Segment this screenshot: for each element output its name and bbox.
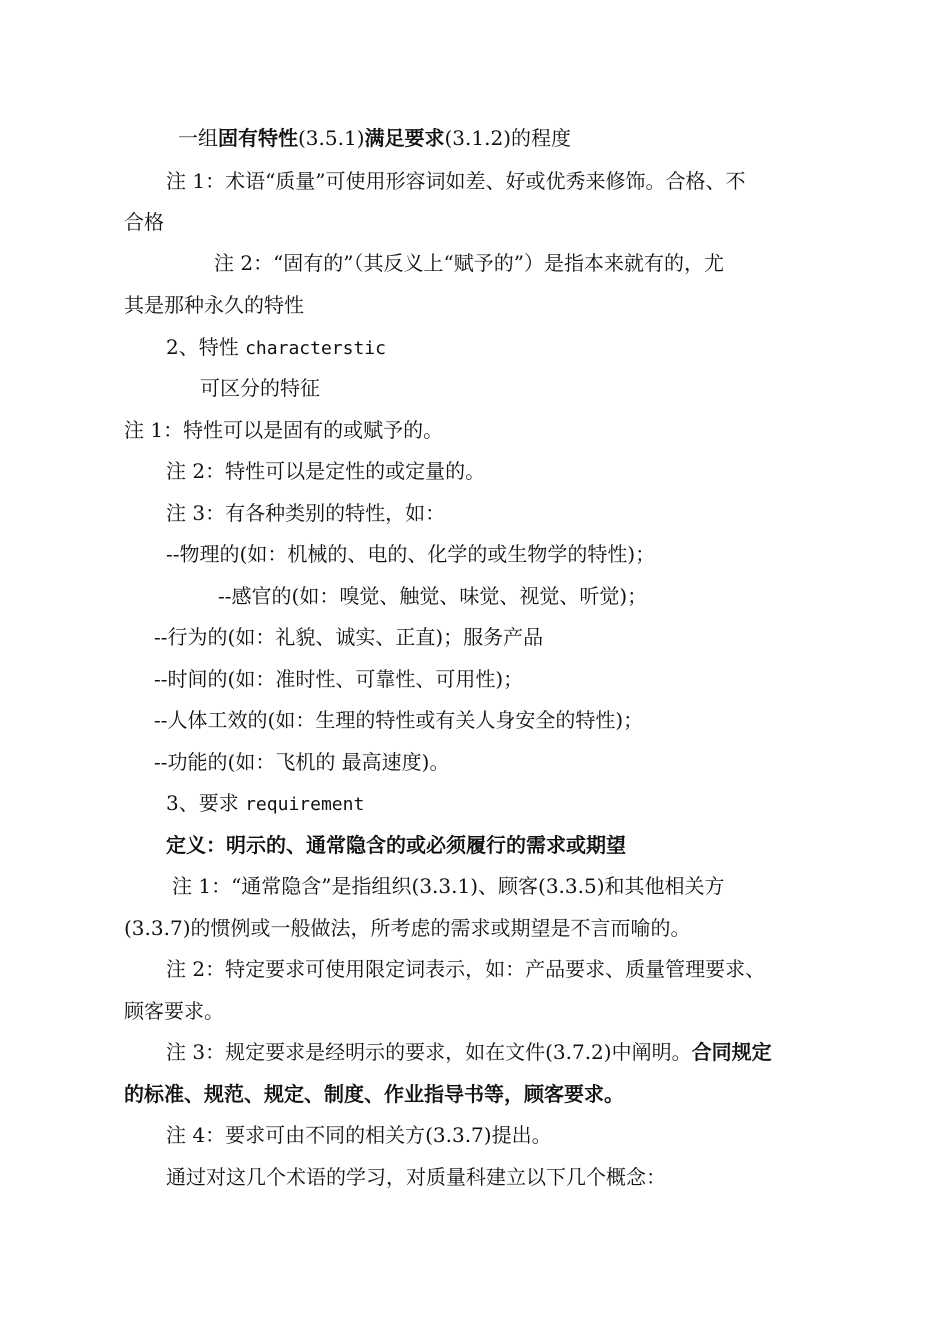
note-2-inherent: 注 2：“固有的”（其反义上“赋予的”）是指本来就有的，尤 [214, 251, 724, 275]
note-2-requirement-cont: 顾客要求。 [124, 999, 224, 1023]
clause-reference: (3.5.1) [298, 126, 365, 150]
definition-characteristic: 可区分的特征 [200, 376, 320, 400]
closing-sentence: 通过对这几个术语的学习，对质量科建立以下几个概念： [166, 1165, 666, 1189]
heading-requirement [166, 790, 364, 818]
note-3-characteristic: 注 3：有各种类别的特性，如： [166, 501, 446, 525]
bold-term-fulfil-requirements: 满足要求 [364, 126, 445, 150]
list-item-ergonomic: --人体工效的(如：生理的特性或有关人身安全的特性)； [154, 708, 644, 732]
clause-reference: (3.1.2) [444, 126, 511, 150]
list-item-temporal: --时间的(如：准时性、可靠性、可用性)； [154, 667, 524, 691]
list-item-sensory: --感官的(如：嗅觉、触觉、味觉、视觉、听觉)； [218, 584, 648, 608]
text-run: 一组 [178, 126, 218, 150]
bold-term-inherent-characteristics: 固有特性 [218, 126, 298, 150]
note-4-requirement: 注 4：要求可由不同的相关方(3.3.7)提出。 [166, 1123, 552, 1147]
note-3-requirement-cont: 的标准、规范、规定、制度、作业指导书等，顾客要求。 [124, 1082, 624, 1106]
bold-contract-text: 合同规定 [691, 1040, 772, 1064]
note-1-quality: 注 1：术语“质量”可使用形容词如差、好或优秀来修饰。合格、不 [166, 169, 746, 193]
definition-quality [178, 125, 571, 151]
note-3-requirement [166, 1039, 772, 1065]
note-1-requirement-cont: (3.3.7)的惯例或一般做法，所考虑的需求或期望是不言而喻的。 [124, 916, 691, 940]
note-2-requirement: 注 2：特定要求可使用限定词表示，如：产品要求、质量管理要求、 [166, 957, 766, 981]
heading-characteristic [166, 334, 386, 362]
text-run: 的程度 [511, 126, 571, 150]
note-1-requirement: 注 1：“通常隐含”是指组织(3.3.1)、顾客(3.3.5)和其他相关方 [172, 874, 725, 898]
text-run: 注 3：规定要求是经明示的要求，如在文件(3.7.2)中阐明。 [166, 1040, 692, 1064]
heading-label: 3、要求 [166, 791, 246, 815]
note-2-inherent-cont: 其是那种永久的特性 [124, 293, 304, 317]
note-2-characteristic: 注 2：特性可以是定性的或定量的。 [166, 459, 486, 483]
list-item-functional: --功能的(如：飞机的 最高速度)。 [154, 750, 450, 774]
list-item-behavioral: --行为的(如：礼貌、诚实、正直)；服务产品 [154, 625, 544, 649]
note-1-characteristic: 注 1：特性可以是固有的或赋予的。 [124, 418, 444, 442]
heading-label: 2、特性 [166, 335, 246, 359]
definition-requirement: 定义：明示的、通常隐含的或必须履行的需求或期望 [166, 833, 626, 857]
note-1-quality-cont: 合格 [124, 210, 164, 234]
list-item-physical: --物理的(如：机械的、电的、化学的或生物学的特性)； [166, 542, 656, 566]
heading-english-term: characterstic [245, 338, 386, 359]
heading-english-term: requirement [245, 794, 365, 815]
